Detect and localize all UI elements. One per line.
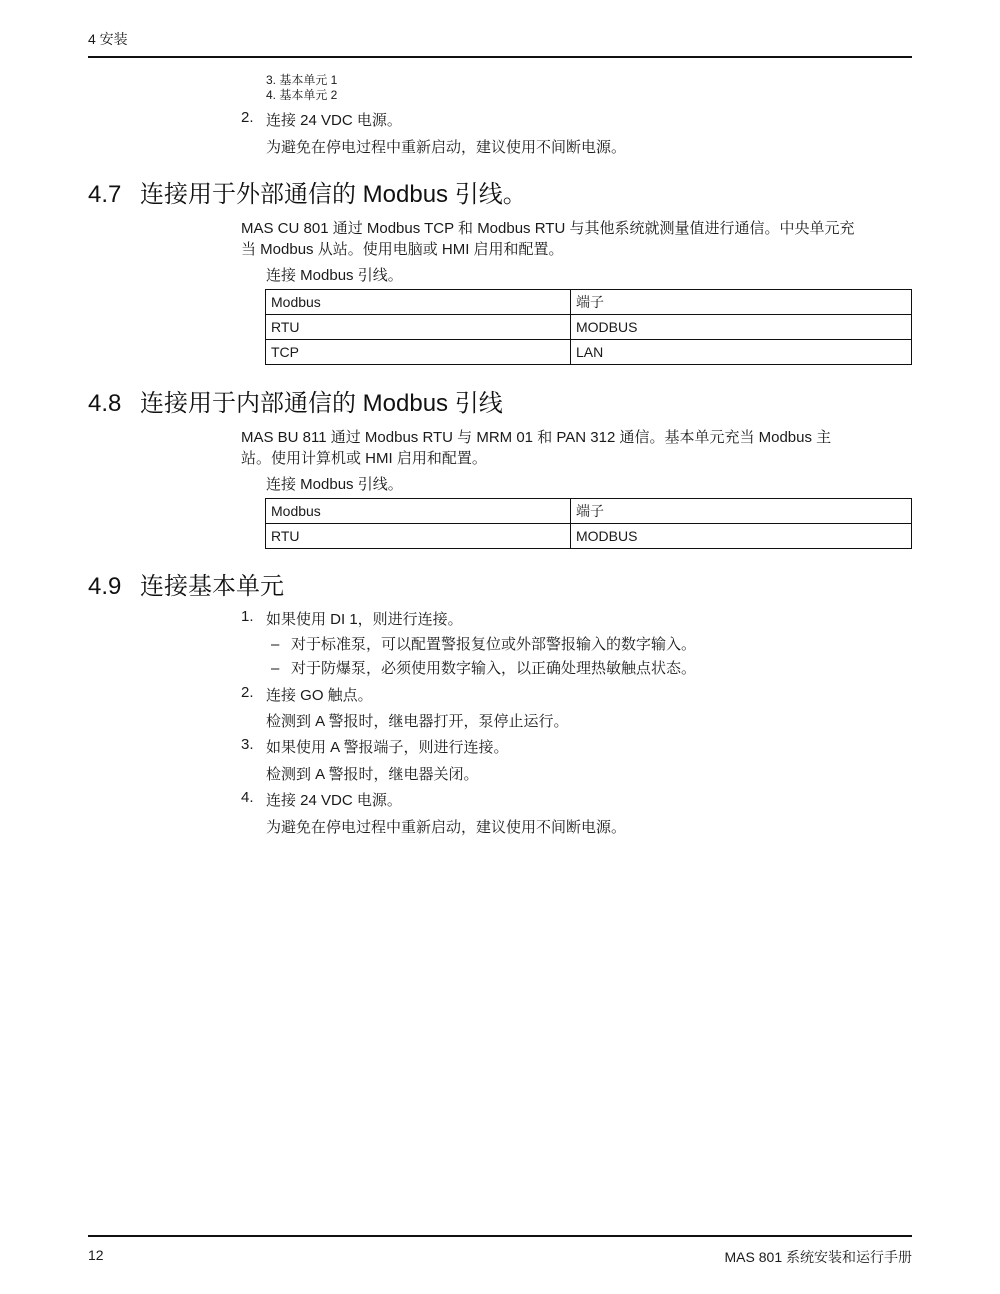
step-note: 检测到 A 警报时，继电器打开，泵停止运行。 (266, 713, 569, 730)
table-cell: RTU (266, 524, 571, 549)
section-title: 连接用于外部通信的 Modbus 引线。 (140, 181, 527, 208)
step-text: 连接 24 VDC 电源。 (266, 792, 402, 809)
step-number: 1. (241, 608, 254, 625)
section-title: 连接基本单元 (140, 573, 284, 600)
section-number: 4.9 (88, 573, 122, 600)
bullet-text: 对于防爆泵，必须使用数字输入，以正确处理热敏触点状态。 (291, 660, 697, 677)
page-number: 12 (88, 1247, 104, 1263)
footer-rule (88, 1235, 912, 1237)
table-header-row (266, 290, 912, 315)
running-header: 4 安装 (88, 31, 128, 47)
bullet-item (271, 657, 696, 678)
step-number: 4. (241, 789, 254, 806)
step-text: 如果使用 A 警报端子，则进行连接。 (266, 739, 509, 756)
document-title: MAS 801 系统安装和运行手册 (724, 1249, 912, 1265)
table-header-cell: Modbus (266, 499, 571, 524)
table-cell: RTU (266, 315, 571, 340)
sub-list-item: 3. 基本单元 1 (266, 73, 338, 87)
paragraph-line: 站。使用计算机或 HMI 启用和配置。 (241, 450, 487, 467)
step-note: 检测到 A 警报时，继电器关闭。 (266, 766, 479, 783)
table-header-cell: 端子 (571, 290, 912, 315)
table-cell: MODBUS (571, 524, 912, 549)
table-row (266, 340, 912, 365)
step-note: 为避免在停电过程中重新启动，建议使用不间断电源。 (266, 139, 627, 156)
table-header-cell: Modbus (266, 290, 571, 315)
instruction-text: 连接 Modbus 引线。 (266, 267, 403, 284)
section-number: 4.7 (88, 181, 122, 208)
table-header-row (266, 499, 912, 524)
instruction-text: 连接 Modbus 引线。 (266, 476, 403, 493)
modbus-terminal-table-internal (265, 498, 912, 549)
table-row (266, 315, 912, 340)
dash-marker: – (271, 636, 280, 653)
table-cell: TCP (266, 340, 571, 365)
step-text: 如果使用 DI 1，则进行连接。 (266, 611, 463, 628)
step-number: 3. (241, 736, 254, 753)
dash-marker: – (271, 660, 280, 677)
section-number: 4.8 (88, 390, 122, 417)
table-cell: MODBUS (571, 315, 912, 340)
step-text: 连接 GO 触点。 (266, 687, 373, 704)
step-number: 2. (241, 684, 254, 701)
bullet-text: 对于标准泵，可以配置警报复位或外部警报输入的数字输入。 (291, 636, 697, 653)
section-heading-4-9 (88, 566, 284, 601)
table-cell: LAN (571, 340, 912, 365)
section-heading-4-7 (88, 174, 527, 209)
step-text: 连接 24 VDC 电源。 (266, 112, 402, 129)
modbus-terminal-table-external (265, 289, 912, 365)
step-note: 为避免在停电过程中重新启动，建议使用不间断电源。 (266, 819, 627, 836)
paragraph-line: MAS BU 811 通过 Modbus RTU 与 MRM 01 和 PAN 312 通信。基本单元充当 Modbus 主 (241, 429, 832, 446)
paragraph-line: MAS CU 801 通过 Modbus TCP 和 Modbus RTU 与其他系统就测量值进行通信。中央单元充 (241, 220, 855, 237)
header-rule (88, 56, 912, 58)
paragraph-line: 当 Modbus 从站。使用电脑或 HMI 启用和配置。 (241, 241, 564, 258)
bullet-item (271, 633, 696, 654)
table-header-cell: 端子 (571, 499, 912, 524)
section-heading-4-8 (88, 383, 503, 418)
section-title: 连接用于内部通信的 Modbus 引线 (140, 390, 503, 417)
sub-list-item: 4. 基本单元 2 (266, 88, 338, 102)
table-row (266, 524, 912, 549)
step-number: 2. (241, 109, 254, 126)
